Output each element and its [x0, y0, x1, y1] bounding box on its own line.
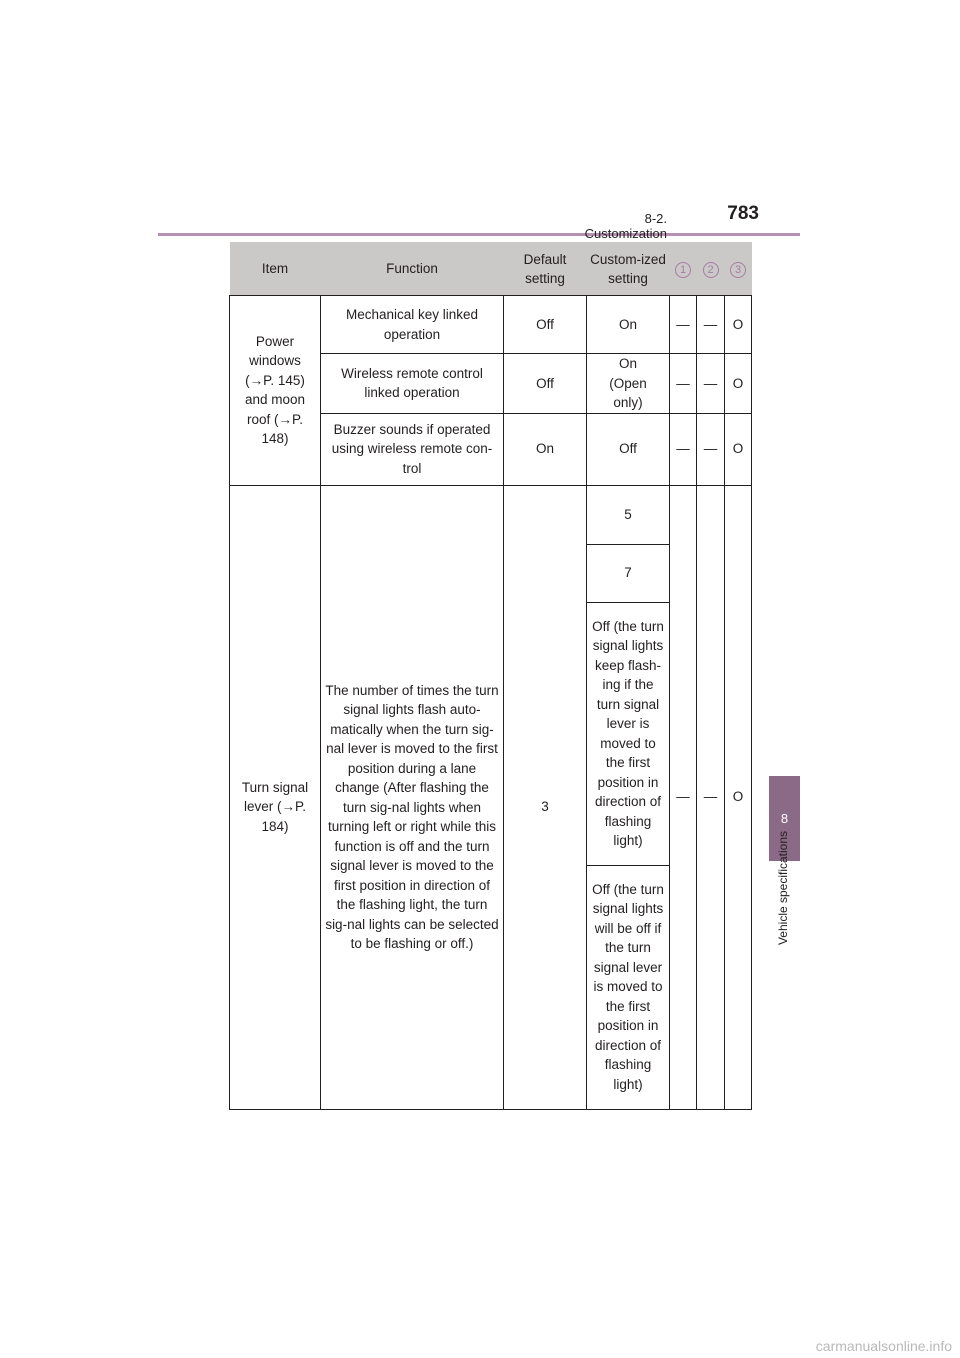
- col3-cell: O: [725, 354, 752, 414]
- custom-cell: Off: [587, 413, 670, 485]
- circled-1-icon: 1: [675, 262, 691, 278]
- header-default: [504, 242, 587, 296]
- table-header-row: [230, 242, 752, 296]
- table-row: [230, 296, 752, 354]
- option-5: 5: [624, 506, 632, 522]
- option-off-lights-off: Off (the turn signal lights will be off if the turn signal lever is moved to the first position in direction of flashing light): [587, 865, 669, 1109]
- function-cell: Wireless remote control linked operation: [321, 354, 504, 414]
- circled-3-icon: 3: [730, 262, 746, 278]
- table-row: [230, 485, 752, 1109]
- header-col3: [725, 242, 752, 296]
- chapter-tab: 8: [769, 776, 800, 861]
- item-turn-signal: [230, 485, 321, 1109]
- header-item: Item: [230, 242, 321, 296]
- header-col1: [670, 242, 697, 296]
- col2-cell: —: [697, 413, 725, 485]
- default-cell: On: [504, 413, 587, 485]
- header-col2: [697, 242, 725, 296]
- chapter-label-text: Vehicle specifications: [776, 830, 790, 946]
- col2-cell: —: [697, 354, 725, 414]
- custom-options: [587, 486, 669, 1109]
- item-power-windows: Power windows (→P. 145) and moon roof (→P. 148): [230, 296, 321, 486]
- default-cell: Off: [504, 296, 587, 354]
- watermark: carmanualsonline.info: [815, 1338, 952, 1354]
- col1-cell: —: [670, 354, 697, 414]
- function-cell: [321, 485, 504, 1109]
- col3-cell: O: [725, 485, 752, 1109]
- col1-cell: —: [670, 413, 697, 485]
- default-cell: [504, 485, 587, 1109]
- custom-options-cell: [587, 485, 670, 1109]
- option-7: 7: [587, 544, 669, 602]
- custom-cell: On: [587, 296, 670, 354]
- function-cell: Mechanical key linked operation: [321, 296, 504, 354]
- col2-cell: —: [697, 296, 725, 354]
- default-cell: Off: [504, 354, 587, 414]
- col1-cell: —: [670, 296, 697, 354]
- header-function: Function: [321, 242, 504, 296]
- circled-2-icon: 2: [703, 262, 719, 278]
- function-turn-signal-text: The number of times the turn signal lights flash auto-matically when the turn sig-nal lever is moved to the first position during a lane change (After flashing the turn sig-nal lights when turning left or right while this function is off and the turn signal lever is moved to the first position in direction of the flashing light, the turn sig-nal lights can be selected to be flashing or off.): [325, 682, 499, 951]
- default-turn-signal-text: 3: [541, 799, 549, 815]
- section-title: 8-2. Customization: [584, 211, 667, 241]
- col3-cell: O: [725, 296, 752, 354]
- function-cell: Buzzer sounds if operated using wireless remote con-trol: [321, 413, 504, 485]
- col3-cell: O: [725, 413, 752, 485]
- customization-table: [229, 242, 752, 1110]
- header-custom-text: Custom-ized setting: [590, 251, 666, 286]
- header-custom: [587, 242, 670, 296]
- header-rule: [158, 233, 800, 236]
- item-turn-signal-text: Turn signal lever (→P. 184): [241, 779, 309, 834]
- custom-cell: [587, 354, 670, 414]
- col2-cell: —: [697, 485, 725, 1109]
- custom-cell-text: On (Open only): [609, 356, 647, 410]
- page-number: 783: [727, 203, 759, 224]
- option-off-keep-flashing: Off (the turn signal lights keep flash-ing if the turn signal lever is moved to the first position in direction of flashing light): [587, 602, 669, 865]
- col1-cell: —: [670, 485, 697, 1109]
- header-default-text: Default setting: [523, 251, 567, 286]
